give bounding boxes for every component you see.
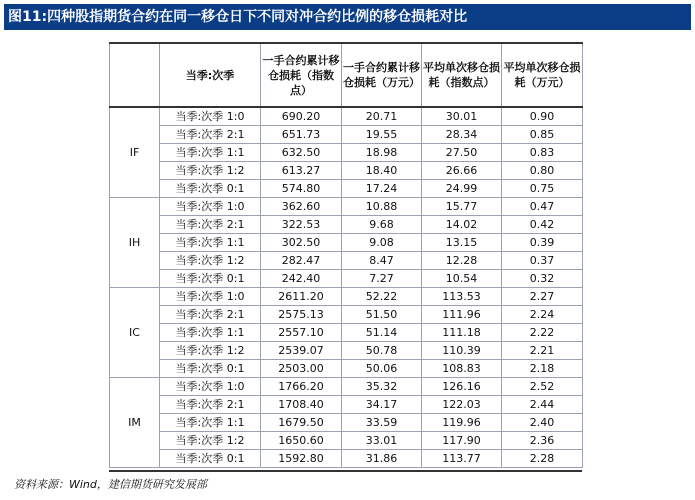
avg-points-cell: 14.02 (422, 216, 502, 234)
ratio-cell: 当季:次季 1:2 (160, 162, 261, 180)
header-avg-wan: 平均单次移仓损耗（万元） (502, 43, 583, 107)
avg-points-cell: 108.83 (422, 360, 502, 378)
avg-points-cell: 10.54 (422, 270, 502, 288)
table-row (110, 342, 583, 360)
avg-wan-cell: 2.24 (502, 306, 583, 324)
contract-name-ih: IH (110, 198, 160, 288)
avg-wan-cell: 2.18 (502, 360, 583, 378)
cum-wan-cell: 7.27 (342, 270, 422, 288)
avg-wan-cell: 0.37 (502, 252, 583, 270)
avg-points-cell: 117.90 (422, 432, 502, 450)
avg-wan-cell: 2.21 (502, 342, 583, 360)
avg-wan-cell: 0.75 (502, 180, 583, 198)
header-avg-points: 平均单次移仓损耗（指数点） (422, 43, 502, 107)
avg-points-cell: 28.34 (422, 126, 502, 144)
ratio-cell: 当季:次季 0:1 (160, 360, 261, 378)
avg-wan-cell: 0.85 (502, 126, 583, 144)
table-header-row (110, 43, 583, 107)
ratio-cell: 当季:次季 1:0 (160, 107, 261, 126)
table-row (110, 414, 583, 432)
source-note: 资料来源：Wind，建信期货研究发展部 (14, 478, 207, 491)
avg-wan-cell: 0.42 (502, 216, 583, 234)
cum-wan-cell: 9.08 (342, 234, 422, 252)
cum-points-cell: 613.27 (261, 162, 342, 180)
ratio-cell: 当季:次季 1:2 (160, 432, 261, 450)
avg-points-cell: 12.28 (422, 252, 502, 270)
avg-wan-cell: 0.83 (502, 144, 583, 162)
cum-points-cell: 302.50 (261, 234, 342, 252)
avg-wan-cell: 2.22 (502, 324, 583, 342)
cum-points-cell: 632.50 (261, 144, 342, 162)
table-row (110, 107, 583, 126)
header-contract (110, 43, 160, 107)
figure-title: 图11:四种股指期货合约在同一移仓日下不同对冲合约比例的移仓损耗对比 (4, 4, 691, 30)
cum-wan-cell: 17.24 (342, 180, 422, 198)
cum-wan-cell: 35.32 (342, 378, 422, 396)
ratio-cell: 当季:次季 1:2 (160, 342, 261, 360)
cum-points-cell: 690.20 (261, 107, 342, 126)
avg-points-cell: 30.01 (422, 107, 502, 126)
table-row (110, 216, 583, 234)
ratio-cell: 当季:次季 2:1 (160, 216, 261, 234)
cum-wan-cell: 50.78 (342, 342, 422, 360)
avg-points-cell: 122.03 (422, 396, 502, 414)
avg-wan-cell: 0.32 (502, 270, 583, 288)
cum-wan-cell: 52.22 (342, 288, 422, 306)
ratio-cell: 当季:次季 1:1 (160, 414, 261, 432)
cum-wan-cell: 33.59 (342, 414, 422, 432)
table-row (110, 306, 583, 324)
table-body (110, 107, 583, 468)
cum-points-cell: 282.47 (261, 252, 342, 270)
table-row (110, 252, 583, 270)
avg-points-cell: 15.77 (422, 198, 502, 216)
avg-points-cell: 119.96 (422, 414, 502, 432)
cum-points-cell: 2539.07 (261, 342, 342, 360)
ratio-cell: 当季:次季 2:1 (160, 396, 261, 414)
table-row (110, 270, 583, 288)
table-row (110, 198, 583, 216)
ratio-cell: 当季:次季 1:1 (160, 144, 261, 162)
cum-wan-cell: 19.55 (342, 126, 422, 144)
cum-points-cell: 362.60 (261, 198, 342, 216)
ratio-cell: 当季:次季 1:1 (160, 324, 261, 342)
contract-name-im: IM (110, 378, 160, 468)
header-cum-wan: 一手合约累计移仓损耗（万元） (342, 43, 422, 107)
avg-points-cell: 110.39 (422, 342, 502, 360)
roll-cost-table (109, 42, 583, 468)
cum-points-cell: 1592.80 (261, 450, 342, 468)
cum-points-cell: 2557.10 (261, 324, 342, 342)
cum-points-cell: 2611.20 (261, 288, 342, 306)
table-row (110, 162, 583, 180)
cum-wan-cell: 10.88 (342, 198, 422, 216)
avg-points-cell: 113.53 (422, 288, 502, 306)
ratio-cell: 当季:次季 0:1 (160, 270, 261, 288)
contract-name-if: IF (110, 107, 160, 198)
table-row (110, 324, 583, 342)
table-row (110, 234, 583, 252)
avg-points-cell: 113.77 (422, 450, 502, 468)
avg-wan-cell: 0.39 (502, 234, 583, 252)
cum-points-cell: 242.40 (261, 270, 342, 288)
cum-wan-cell: 8.47 (342, 252, 422, 270)
avg-wan-cell: 0.47 (502, 198, 583, 216)
avg-wan-cell: 2.27 (502, 288, 583, 306)
cum-wan-cell: 18.98 (342, 144, 422, 162)
ratio-cell: 当季:次季 0:1 (160, 180, 261, 198)
table-row (110, 378, 583, 396)
avg-points-cell: 24.99 (422, 180, 502, 198)
avg-points-cell: 111.96 (422, 306, 502, 324)
ratio-cell: 当季:次季 1:1 (160, 234, 261, 252)
table-row (110, 126, 583, 144)
table-row (110, 432, 583, 450)
ratio-cell: 当季:次季 1:0 (160, 288, 261, 306)
ratio-cell: 当季:次季 2:1 (160, 126, 261, 144)
cum-wan-cell: 51.14 (342, 324, 422, 342)
avg-wan-cell: 2.36 (502, 432, 583, 450)
cum-points-cell: 1766.20 (261, 378, 342, 396)
ratio-cell: 当季:次季 2:1 (160, 306, 261, 324)
avg-wan-cell: 2.28 (502, 450, 583, 468)
ratio-cell: 当季:次季 1:0 (160, 378, 261, 396)
cum-points-cell: 2575.13 (261, 306, 342, 324)
avg-points-cell: 26.66 (422, 162, 502, 180)
cum-wan-cell: 9.68 (342, 216, 422, 234)
ratio-cell: 当季:次季 1:2 (160, 252, 261, 270)
header-cum-points: 一手合约累计移仓损耗（指数点） (261, 43, 342, 107)
cum-points-cell: 2503.00 (261, 360, 342, 378)
table-bottom-rule (109, 470, 582, 472)
avg-wan-cell: 2.40 (502, 414, 583, 432)
avg-points-cell: 111.18 (422, 324, 502, 342)
table-row (110, 180, 583, 198)
table-row (110, 396, 583, 414)
cum-wan-cell: 34.17 (342, 396, 422, 414)
avg-points-cell: 27.50 (422, 144, 502, 162)
contract-name-ic: IC (110, 288, 160, 378)
cum-points-cell: 574.80 (261, 180, 342, 198)
cum-wan-cell: 31.86 (342, 450, 422, 468)
ratio-cell: 当季:次季 1:0 (160, 198, 261, 216)
avg-points-cell: 13.15 (422, 234, 502, 252)
avg-wan-cell: 0.90 (502, 107, 583, 126)
avg-wan-cell: 2.52 (502, 378, 583, 396)
ratio-cell: 当季:次季 0:1 (160, 450, 261, 468)
cum-wan-cell: 50.06 (342, 360, 422, 378)
cum-wan-cell: 18.40 (342, 162, 422, 180)
avg-wan-cell: 0.80 (502, 162, 583, 180)
cum-points-cell: 1650.60 (261, 432, 342, 450)
table-row (110, 288, 583, 306)
table-row (110, 360, 583, 378)
avg-wan-cell: 2.44 (502, 396, 583, 414)
cum-points-cell: 322.53 (261, 216, 342, 234)
header-pair: 当季:次季 (160, 43, 261, 107)
table-row (110, 450, 583, 468)
cum-points-cell: 651.73 (261, 126, 342, 144)
avg-points-cell: 126.16 (422, 378, 502, 396)
table-row (110, 144, 583, 162)
cum-points-cell: 1708.40 (261, 396, 342, 414)
cum-wan-cell: 33.01 (342, 432, 422, 450)
cum-points-cell: 1679.50 (261, 414, 342, 432)
cum-wan-cell: 20.71 (342, 107, 422, 126)
cum-wan-cell: 51.50 (342, 306, 422, 324)
